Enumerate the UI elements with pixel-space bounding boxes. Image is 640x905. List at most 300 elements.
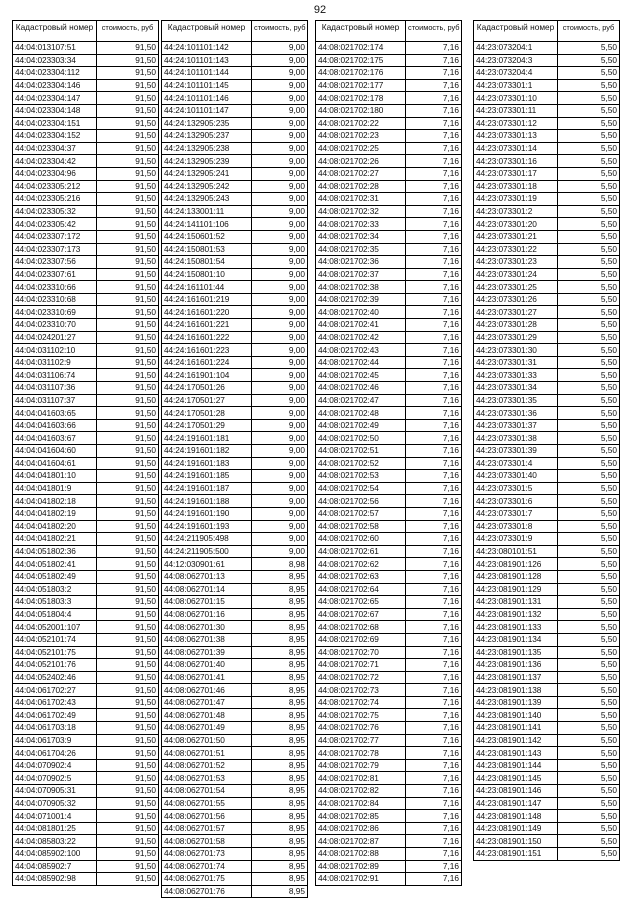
cadastral-number: 44:04:085803:22: [13, 835, 97, 848]
cadastral-number: 44:04:023303:34: [13, 54, 97, 67]
cadastral-number: 44:23:081901:142: [474, 734, 558, 747]
table-row: [474, 155, 620, 168]
cadastral-number: 44:04:070902:4: [13, 759, 97, 772]
table-row: [474, 130, 620, 143]
table-row: [474, 218, 620, 231]
cost-value: 91,50: [97, 230, 159, 243]
table-row: [13, 470, 159, 483]
table-row: [474, 180, 620, 193]
cadastral-number: 44:23:073301:12: [474, 117, 558, 130]
cost-value: 91,50: [97, 457, 159, 470]
table-row: [162, 180, 308, 193]
cost-value: 7,16: [406, 873, 462, 886]
table-row: [316, 369, 462, 382]
cost-value: 7,16: [406, 785, 462, 798]
cadastral-number: 44:24:161601:223: [162, 344, 252, 357]
cadastral-number: 44:08:062701:73: [162, 848, 252, 861]
table-row: [13, 319, 159, 332]
cadastral-number: 44:04:041802:19: [13, 507, 97, 520]
table-row: [162, 130, 308, 143]
cadastral-number: 44:04:070905:32: [13, 797, 97, 810]
cost-value: 91,50: [97, 319, 159, 332]
table-row: [162, 520, 308, 533]
table-row: [13, 243, 159, 256]
table-row: [162, 67, 308, 80]
cost-value: 91,50: [97, 281, 159, 294]
cadastral-number: 44:04:041801:9: [13, 482, 97, 495]
cadastral-number: 44:08:021702:71: [316, 659, 406, 672]
cadastral-number: 44:23:073301:6: [474, 495, 558, 508]
table-row: [162, 104, 308, 117]
cost-value: 9,00: [252, 419, 308, 432]
cost-value: 91,50: [97, 646, 159, 659]
cadastral-number: 44:08:021702:63: [316, 570, 406, 583]
table-row: [162, 860, 308, 873]
cost-value: 5,50: [558, 709, 620, 722]
table-row: [316, 432, 462, 445]
cadastral-number: 44:04:061703:9: [13, 734, 97, 747]
cost-value: 5,50: [558, 54, 620, 67]
table-row: [13, 558, 159, 571]
cost-value: 91,50: [97, 445, 159, 458]
table-row: [162, 256, 308, 269]
cost-value: 8,95: [252, 772, 308, 785]
cost-value: 5,50: [558, 759, 620, 772]
table-row: [162, 545, 308, 558]
cadastral-number: 44:08:062701:74: [162, 860, 252, 873]
cost-value: 91,50: [97, 117, 159, 130]
table-row: [13, 419, 159, 432]
cadastral-number: 44:08:021702:50: [316, 432, 406, 445]
cadastral-number: 44:24:132905:243: [162, 193, 252, 206]
table-row: [13, 860, 159, 873]
cost-value: 7,16: [406, 482, 462, 495]
cost-value: 5,50: [558, 356, 620, 369]
cadastral-number: 44:04:041604:61: [13, 457, 97, 470]
table-row: [316, 848, 462, 861]
cost-value: 91,50: [97, 822, 159, 835]
cadastral-number: 44:08:021702:81: [316, 772, 406, 785]
cost-value: 7,16: [406, 117, 462, 130]
table-row: [162, 54, 308, 67]
cadastral-number: 44:08:021702:176: [316, 67, 406, 80]
table-row: [13, 331, 159, 344]
cadastral-number: 44:08:021702:46: [316, 382, 406, 395]
cadastral-number: 44:24:170501:26: [162, 382, 252, 395]
cadastral-number: 44:24:191601:187: [162, 482, 252, 495]
table-row: [162, 306, 308, 319]
table-row: [474, 193, 620, 206]
cost-value: 5,50: [558, 457, 620, 470]
cadastral-number: 44:04:071001:4: [13, 810, 97, 823]
table-row: [13, 848, 159, 861]
table-row: [13, 92, 159, 105]
table-row: [162, 558, 308, 571]
cadastral-number: 44:08:021702:174: [316, 42, 406, 55]
cost-value: 9,00: [252, 533, 308, 546]
table-row: [316, 54, 462, 67]
table-row: [316, 835, 462, 848]
cost-value: 7,16: [406, 293, 462, 306]
page-number: 92: [313, 4, 327, 16]
cadastral-number: 44:04:023307:173: [13, 243, 97, 256]
table-row: [474, 759, 620, 772]
table-row: [13, 293, 159, 306]
cost-value: 5,50: [558, 734, 620, 747]
cost-value: 91,50: [97, 331, 159, 344]
cadastral-number: 44:23:081901:134: [474, 633, 558, 646]
cost-value: 7,16: [406, 570, 462, 583]
cost-value: 91,50: [97, 344, 159, 357]
cadastral-number: 44:23:073301:38: [474, 432, 558, 445]
cost-value: 8,95: [252, 659, 308, 672]
table-row: [474, 810, 620, 823]
cadastral-number: 44:24:141101:106: [162, 218, 252, 231]
cadastral-number: 44:24:170501:29: [162, 419, 252, 432]
table-row: [316, 520, 462, 533]
cost-value: 9,00: [252, 470, 308, 483]
cost-value: 8,95: [252, 822, 308, 835]
cadastral-number: 44:08:021702:76: [316, 722, 406, 735]
cadastral-number: 44:08:021702:82: [316, 785, 406, 798]
cost-value: 91,50: [97, 155, 159, 168]
table-row: [13, 167, 159, 180]
cost-value: 7,16: [406, 382, 462, 395]
table-row: [474, 293, 620, 306]
table-row: [316, 621, 462, 634]
table-row: [162, 482, 308, 495]
cadastral-number: 44:23:073301:18: [474, 180, 558, 193]
table-row: [162, 42, 308, 55]
table-row: [13, 155, 159, 168]
cost-value: 7,16: [406, 822, 462, 835]
table-row: [162, 142, 308, 155]
table-row: [474, 92, 620, 105]
cost-value: 8,95: [252, 810, 308, 823]
cadastral-number: 44:04:061704:26: [13, 747, 97, 760]
cadastral-number: 44:08:021702:73: [316, 684, 406, 697]
cadastral-number: 44:23:073301:24: [474, 268, 558, 281]
cadastral-number: 44:08:062701:50: [162, 734, 252, 747]
cadastral-number: 44:04:070902:5: [13, 772, 97, 785]
cost-value: 7,16: [406, 205, 462, 218]
cost-value: 7,16: [406, 92, 462, 105]
cost-value: 7,16: [406, 684, 462, 697]
cadastral-number: 44:04:031102:10: [13, 344, 97, 357]
cadastral-number: 44:08:062701:39: [162, 646, 252, 659]
cadastral-number: 44:23:081901:141: [474, 722, 558, 735]
cadastral-number: 44:04:031107:36: [13, 382, 97, 395]
cost-value: 7,16: [406, 810, 462, 823]
cost-value: 7,16: [406, 860, 462, 873]
cost-value: 8,95: [252, 835, 308, 848]
cadastral-number: 44:08:062701:52: [162, 759, 252, 772]
cost-value: 91,50: [97, 369, 159, 382]
cadastral-number: 44:08:021702:85: [316, 810, 406, 823]
table-row: [316, 810, 462, 823]
table-row: [316, 772, 462, 785]
table-row: [162, 293, 308, 306]
cost-value: 9,00: [252, 104, 308, 117]
cost-value: 5,50: [558, 319, 620, 332]
cost-value: 5,50: [558, 747, 620, 760]
cadastral-number: 44:04:051803:2: [13, 583, 97, 596]
cadastral-number: 44:08:062701:48: [162, 709, 252, 722]
cost-value: 91,50: [97, 545, 159, 558]
cadastral-number: 44:23:073301:22: [474, 243, 558, 256]
cost-value: 9,00: [252, 482, 308, 495]
cost-value: 91,50: [97, 130, 159, 143]
table-row: [13, 117, 159, 130]
table-row: [474, 281, 620, 294]
cost-value: 5,50: [558, 230, 620, 243]
table-row: [316, 608, 462, 621]
table-row: [474, 621, 620, 634]
cadastral-table-1: [12, 20, 159, 886]
table-row: [162, 885, 308, 898]
cost-value: 5,50: [558, 256, 620, 269]
cost-value: 5,50: [558, 92, 620, 105]
table-row: [162, 432, 308, 445]
table-row: [162, 659, 308, 672]
cost-value: 7,16: [406, 142, 462, 155]
table-row: [316, 684, 462, 697]
cost-value: 8,95: [252, 621, 308, 634]
cost-value: 91,50: [97, 193, 159, 206]
cadastral-number: 44:23:073301:21: [474, 230, 558, 243]
cadastral-number: 44:23:073301:1: [474, 79, 558, 92]
table-row: [13, 104, 159, 117]
cadastral-number: 44:04:023304:42: [13, 155, 97, 168]
table-row: [13, 759, 159, 772]
cadastral-number: 44:08:062701:56: [162, 810, 252, 823]
cadastral-number: 44:08:021702:67: [316, 608, 406, 621]
cadastral-number: 44:24:101101:143: [162, 54, 252, 67]
table-row: [474, 545, 620, 558]
cost-value: 91,50: [97, 394, 159, 407]
cost-value: 91,50: [97, 67, 159, 80]
cost-value: 5,50: [558, 306, 620, 319]
table-row: [13, 54, 159, 67]
cadastral-number: 44:08:021702:56: [316, 495, 406, 508]
cost-value: 7,16: [406, 42, 462, 55]
cost-value: 9,00: [252, 545, 308, 558]
cadastral-number: 44:23:073301:17: [474, 167, 558, 180]
table-row: [316, 67, 462, 80]
cost-value: 7,16: [406, 319, 462, 332]
cadastral-number: 44:08:021702:53: [316, 470, 406, 483]
cadastral-number: 44:08:062701:54: [162, 785, 252, 798]
table-row: [316, 117, 462, 130]
cadastral-number: 44:24:101101:144: [162, 67, 252, 80]
table-row: [162, 319, 308, 332]
cadastral-number: 44:24:191601:185: [162, 470, 252, 483]
cadastral-number: 44:24:170501:28: [162, 407, 252, 420]
cadastral-number: 44:04:041802:18: [13, 495, 97, 508]
table-row: [162, 596, 308, 609]
table-row: [162, 457, 308, 470]
table-row: [474, 369, 620, 382]
cost-value: 91,50: [97, 79, 159, 92]
cost-value: 9,00: [252, 495, 308, 508]
cadastral-number: 44:04:051804:4: [13, 608, 97, 621]
cost-value: 7,16: [406, 747, 462, 760]
cadastral-number: 44:24:150801:54: [162, 256, 252, 269]
table-row: [316, 696, 462, 709]
cost-value: 91,50: [97, 205, 159, 218]
cadastral-table-2: [161, 20, 308, 898]
table-row: [162, 633, 308, 646]
cost-value: 7,16: [406, 419, 462, 432]
cadastral-number: 44:04:061703:18: [13, 722, 97, 735]
cadastral-number: 44:08:021702:180: [316, 104, 406, 117]
cost-value: 5,50: [558, 583, 620, 596]
table-row: [162, 407, 308, 420]
table-row: [162, 117, 308, 130]
cadastral-number: 44:23:081901:131: [474, 596, 558, 609]
table-row: [316, 419, 462, 432]
table-row: [316, 205, 462, 218]
cost-value: 5,50: [558, 495, 620, 508]
cost-value: 91,50: [97, 104, 159, 117]
table-row: [162, 621, 308, 634]
cadastral-number: 44:04:041801:10: [13, 470, 97, 483]
cost-value: 5,50: [558, 117, 620, 130]
cadastral-table-4: [473, 20, 620, 861]
cost-value: 5,50: [558, 785, 620, 798]
cost-value: 5,50: [558, 482, 620, 495]
cadastral-number: 44:24:161601:224: [162, 356, 252, 369]
header-cadastral: Кадастровый номер: [316, 21, 406, 42]
cadastral-number: 44:23:073301:10: [474, 92, 558, 105]
table-row: [162, 696, 308, 709]
table-row: [316, 734, 462, 747]
cadastral-number: 44:08:062701:14: [162, 583, 252, 596]
cadastral-number: 44:08:062701:57: [162, 822, 252, 835]
table-row: [474, 684, 620, 697]
cost-value: 5,50: [558, 331, 620, 344]
table-row: [316, 407, 462, 420]
header-cadastral: Кадастровый номер: [474, 21, 558, 42]
cost-value: 5,50: [558, 369, 620, 382]
table-row: [474, 230, 620, 243]
table-row: [316, 507, 462, 520]
cost-value: 5,50: [558, 180, 620, 193]
cadastral-number: 44:04:023304:37: [13, 142, 97, 155]
table-row: [316, 42, 462, 55]
table-row: [474, 495, 620, 508]
cadastral-number: 44:04:023304:146: [13, 79, 97, 92]
table-row: [13, 520, 159, 533]
cadastral-number: 44:04:041603:66: [13, 419, 97, 432]
cost-value: 9,00: [252, 507, 308, 520]
cadastral-number: 44:23:081901:147: [474, 797, 558, 810]
cadastral-number: 44:23:081901:135: [474, 646, 558, 659]
cadastral-number: 44:04:061702:27: [13, 684, 97, 697]
cadastral-number: 44:23:081901:128: [474, 570, 558, 583]
cost-value: 91,50: [97, 860, 159, 873]
table-row: [162, 570, 308, 583]
cadastral-number: 44:08:062701:47: [162, 696, 252, 709]
cost-value: 9,00: [252, 432, 308, 445]
cost-value: 7,16: [406, 67, 462, 80]
cost-value: 91,50: [97, 54, 159, 67]
cadastral-number: 44:08:021702:51: [316, 445, 406, 458]
table-row: [13, 810, 159, 823]
table-row: [162, 356, 308, 369]
cadastral-number: 44:08:021702:78: [316, 747, 406, 760]
cadastral-number: 44:08:021702:91: [316, 873, 406, 886]
header-cadastral: Кадастровый номер: [162, 21, 252, 42]
cost-value: 91,50: [97, 495, 159, 508]
table-row: [316, 822, 462, 835]
table-row: [316, 583, 462, 596]
cost-value: 7,16: [406, 369, 462, 382]
cadastral-number: 44:24:132905:237: [162, 130, 252, 143]
cost-value: 9,00: [252, 394, 308, 407]
cadastral-number: 44:23:081901:139: [474, 696, 558, 709]
table-row: [13, 445, 159, 458]
cost-value: 7,16: [406, 432, 462, 445]
cost-value: 5,50: [558, 79, 620, 92]
table-row: [474, 583, 620, 596]
cost-value: 7,16: [406, 646, 462, 659]
cost-value: 7,16: [406, 621, 462, 634]
cadastral-number: 44:23:073301:26: [474, 293, 558, 306]
cost-value: 5,50: [558, 570, 620, 583]
cadastral-number: 44:23:073301:35: [474, 394, 558, 407]
cost-value: 7,16: [406, 256, 462, 269]
cost-value: 7,16: [406, 167, 462, 180]
cost-value: 91,50: [97, 268, 159, 281]
table-row: [474, 167, 620, 180]
cost-value: 7,16: [406, 79, 462, 92]
table-row: [474, 104, 620, 117]
cadastral-number: 44:08:021702:38: [316, 281, 406, 294]
table-row: [162, 507, 308, 520]
cadastral-number: 44:23:081901:136: [474, 659, 558, 672]
cost-value: 8,95: [252, 785, 308, 798]
table-row: [162, 344, 308, 357]
cost-value: 5,50: [558, 633, 620, 646]
cost-value: 7,16: [406, 394, 462, 407]
table-row: [162, 797, 308, 810]
cadastral-number: 44:08:021702:36: [316, 256, 406, 269]
cost-value: 8,95: [252, 734, 308, 747]
cadastral-number: 44:24:191601:182: [162, 445, 252, 458]
table-row: [316, 495, 462, 508]
cost-value: 8,95: [252, 646, 308, 659]
cadastral-number: 44:04:024201:27: [13, 331, 97, 344]
table-row: [474, 709, 620, 722]
cadastral-number: 44:23:081901:149: [474, 822, 558, 835]
cost-value: 91,50: [97, 432, 159, 445]
cadastral-number: 44:23:073301:40: [474, 470, 558, 483]
cadastral-number: 44:08:062701:30: [162, 621, 252, 634]
cadastral-number: 44:24:150801:53: [162, 243, 252, 256]
cost-value: 7,16: [406, 445, 462, 458]
table-row: [474, 54, 620, 67]
table-row: [162, 684, 308, 697]
table-row: [13, 281, 159, 294]
cost-value: 7,16: [406, 507, 462, 520]
cost-value: 91,50: [97, 835, 159, 848]
cost-value: 5,50: [558, 848, 620, 861]
cost-value: 5,50: [558, 835, 620, 848]
table-row: [162, 445, 308, 458]
cost-value: 91,50: [97, 470, 159, 483]
cadastral-number: 44:08:021702:87: [316, 835, 406, 848]
